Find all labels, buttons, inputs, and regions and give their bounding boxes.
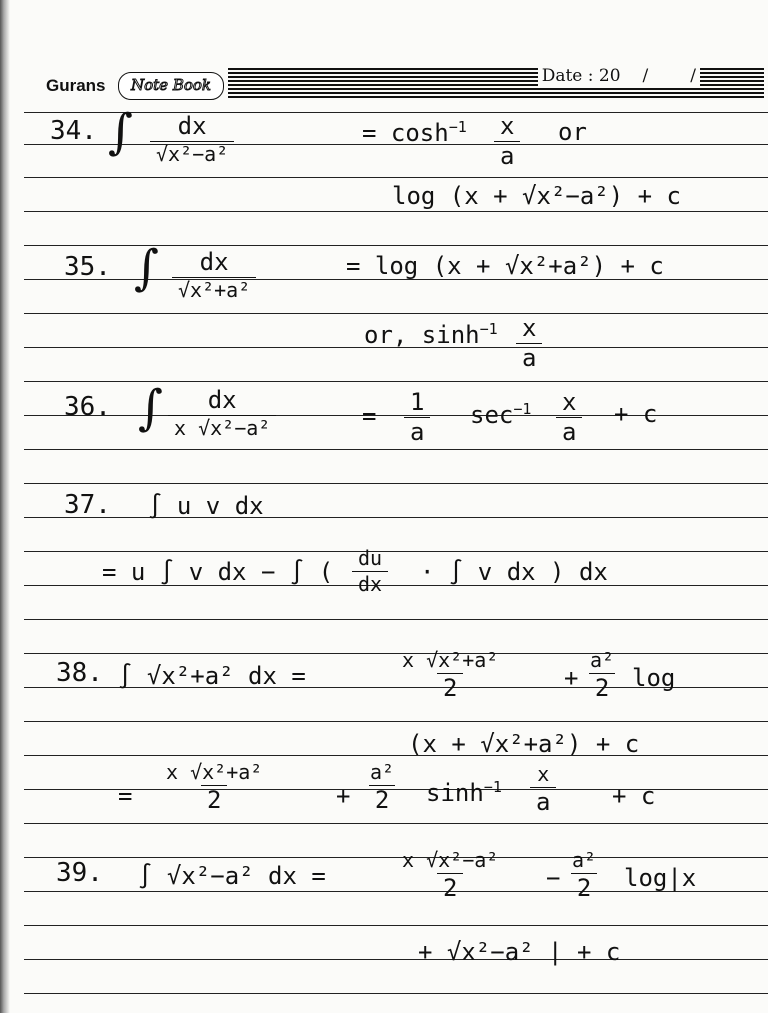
- ruled-line: [24, 112, 768, 113]
- formula-37-derivative: $\frac{du}{dx}$: [352, 548, 388, 595]
- ruled-line: [24, 619, 768, 620]
- ruled-line: [24, 483, 768, 484]
- ruled-line: [24, 551, 768, 552]
- formula-35-alt: or, $\sinh^{-1}$: [364, 320, 498, 349]
- notebook-logo-text: Note Book: [130, 76, 211, 94]
- formula-36-result-fraction: $\frac{x}{a}$: [556, 390, 582, 445]
- formula-36-tail: + c: [614, 400, 658, 428]
- ruled-line: [24, 177, 768, 178]
- formula-38-plus: +: [564, 664, 579, 692]
- formula-34-or: or: [558, 118, 587, 146]
- formula-36-integrand: dx x √x²−a²: [168, 388, 276, 439]
- formula-37-rhs-a: = u ∫ v dx − ∫ (: [102, 558, 334, 586]
- formula-38-sinh: $\sinh^{-1}$: [426, 778, 502, 807]
- date-field: [538, 66, 700, 86]
- date-separator: /: [642, 66, 649, 86]
- formula-37-lhs: ∫ u v dx: [148, 492, 264, 520]
- formula-38-line3-eq: =: [118, 782, 133, 810]
- formula-39-term1: x √x²−a² 2: [402, 848, 499, 902]
- formula-38-number: 38.: [56, 658, 103, 688]
- formula-38-term4: a² 2: [370, 760, 395, 814]
- formula-38-line2: (x + √x²+a²) + c: [408, 730, 640, 758]
- page-binding-shadow: [0, 0, 10, 1013]
- formula-36-eq: =: [362, 402, 377, 430]
- date-label: Date : 20: [541, 66, 621, 86]
- date-separator: /: [690, 66, 696, 86]
- formula-39-minus: −: [546, 864, 561, 892]
- formula-37-rhs-b: · ∫ v dx ) dx: [420, 558, 608, 586]
- ruled-line: [24, 449, 768, 450]
- formula-38-line3-plus: +: [336, 782, 351, 810]
- formula-35-alt-fraction: $\frac{x}{a}$: [516, 316, 542, 371]
- ruled-line: [24, 211, 768, 212]
- ruled-line: [24, 517, 768, 518]
- ruled-line: [24, 381, 768, 382]
- integral-sign-icon: ∫: [134, 240, 160, 296]
- formula-34-integrand-denominator: √x²−a²: [150, 141, 234, 165]
- formula-35-number: 35.: [64, 252, 111, 282]
- formula-34-integrand: [150, 114, 234, 165]
- formula-37-number: 37.: [64, 490, 111, 520]
- brand-name: Gurans: [46, 76, 106, 95]
- formula-34-result-fraction: $\frac{x}{a}$: [494, 114, 520, 169]
- formula-35-result: = log (x + √x²+a²) + c: [346, 252, 664, 280]
- integral-sign-icon: ∫: [108, 104, 134, 160]
- formula-34-line2: log (x + √x²−a²) + c: [392, 182, 681, 210]
- ruled-line: [24, 755, 768, 756]
- formula-36-number: 36.: [64, 392, 111, 422]
- formula-36-coef: $\frac{1}{a}$: [404, 390, 430, 445]
- formula-38-term1: x √x²+a² 2: [402, 648, 499, 702]
- notebook-header: [44, 62, 764, 108]
- formula-39-term2: a² 2: [572, 848, 597, 902]
- ruled-line: [24, 721, 768, 722]
- ruled-line: [24, 993, 768, 994]
- formula-36-sec: $\sec^{-1}$: [470, 400, 532, 429]
- ruled-line: [24, 313, 768, 314]
- formula-34-integrand-numerator: dx: [177, 112, 207, 140]
- formula-38-term5: x a: [530, 764, 556, 815]
- formula-38-term3: x √x²+a² 2: [166, 760, 263, 814]
- notebook-logo: [118, 72, 224, 100]
- formula-39-lhs: ∫ √x²−a² dx =: [138, 862, 326, 890]
- formula-34-number: 34.: [50, 116, 97, 146]
- ruled-line: [24, 925, 768, 926]
- formula-38-log: log: [632, 664, 676, 692]
- integral-sign-icon: ∫: [138, 380, 164, 436]
- formula-39-line2: + √x²−a² | + c: [418, 938, 621, 966]
- formula-38-lhs: ∫ √x²+a² dx =: [118, 662, 306, 690]
- formula-38-line3-tail: + c: [612, 782, 656, 810]
- formula-39-number: 39.: [56, 858, 103, 888]
- formula-35-integrand: dx √x²+a²: [172, 250, 256, 301]
- formula-38-term2: a² 2: [590, 648, 615, 702]
- ruled-line: [24, 959, 768, 960]
- formula-34-result: = $\cosh^{-1}$: [362, 118, 467, 147]
- ruled-line: [24, 823, 768, 824]
- formula-39-log: log|x: [624, 864, 697, 892]
